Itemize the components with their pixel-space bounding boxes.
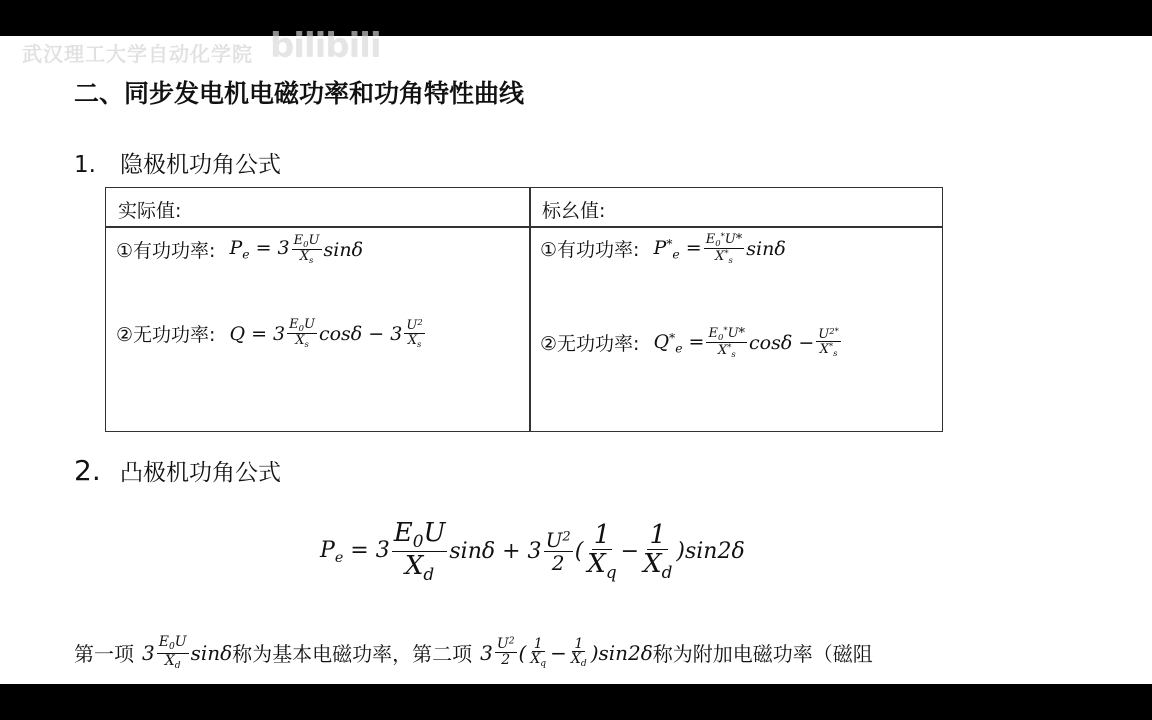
row-label: ②无功功率: [116,324,216,347]
bilibili-logo-icon: bilibili [270,26,381,66]
fraction: $\frac{U^2}{2}$ [496,636,515,669]
math-trig: sinδ [323,238,364,261]
fraction: $\frac{1}{X_q}$ [530,635,547,670]
math-trig: )sin2δ [590,640,653,665]
top-letterbox [0,0,1152,36]
math-operator: − [620,539,640,565]
math-symbol: $P_e = 3$ [229,237,290,262]
fraction: $\frac{E_0U}{X_s}$ [289,317,315,349]
math-paren: ( [518,640,527,665]
fraction: $\frac{1}{X_d}$ [643,519,673,582]
page-title: 二、同步发电机电磁功率和功角特性曲线 [74,79,525,108]
section-1-number: 1. [74,152,96,178]
math-trig: sinδ [746,237,786,260]
math-symbol: $Q^*_e$ = [653,330,705,355]
math-trig: cosδ − 3 [318,322,403,345]
math-symbol: $P^*_e$ = [653,236,702,261]
fraction: $\frac{U^2}{X_s}$ [406,317,423,349]
explain-part1: 第一项 [74,642,134,667]
section-2-label: 凸极机功角公式 [120,460,281,486]
formula-active-power-actual [116,234,363,265]
math-trig: cosδ − [749,331,815,354]
section-1-heading [74,146,281,179]
fraction: $\frac{E_0^*U*}{X^*_s}$ [705,231,743,266]
fraction: $\frac{U^2}{2}$ [545,527,571,575]
fraction: $\frac{1}{X_q}$ [587,519,617,582]
fraction: $\frac{U^{2*}}{X^*_s}$ [818,325,839,359]
header-actual-value: 实际值: [118,200,182,222]
fraction: $\frac{E_0U}{X_d}$ [158,634,187,671]
row-label: ①有功功率: [116,240,216,263]
section-1-label: 隐极机功角公式 [120,152,281,178]
fraction: $\frac{E_0U}{X_s}$ [293,233,320,265]
explain-part2: 称为基本电磁功率，第二项 [232,642,473,667]
fraction: $\frac{E_0^*U*}{X^*_s}$ [708,325,746,360]
row-label: ②无功功率: [540,333,640,356]
math-symbol: Q = 3 [229,322,286,345]
math-trig: sinδ [190,640,233,665]
watermark-text: 武汉理工大学自动化学院 [22,42,253,66]
salient-pole-power-formula [320,520,745,583]
fraction: $\frac{E_0U}{X_d}$ [393,518,446,584]
row-label: ①有功功率: [540,239,640,262]
math-operator: − [550,640,567,665]
explain-part3: 称为附加电磁功率（磁阻 [652,642,873,667]
math-trig: )sin2δ [676,539,745,565]
header-per-unit-value: 标幺值: [542,200,606,222]
table-divider-vertical [529,188,531,431]
section-2-heading [74,454,281,487]
math-number: 3 [142,640,155,665]
table-divider-horizontal [106,226,942,228]
bottom-letterbox [0,684,1152,720]
formula-reactive-power-actual [116,318,427,349]
fraction: $\frac{1}{X_d}$ [570,635,587,670]
formula-reactive-power-pu [540,326,843,360]
math-symbol: $P_e = 3$ [320,537,390,566]
math-trig: sinδ + 3 [449,539,542,565]
formula-table [105,187,943,432]
explanation-text [74,635,873,671]
formula-active-power-pu [540,232,786,266]
section-2-number: 2. [74,454,101,487]
math-number: 3 [480,640,493,665]
math-paren: ( [574,539,584,565]
